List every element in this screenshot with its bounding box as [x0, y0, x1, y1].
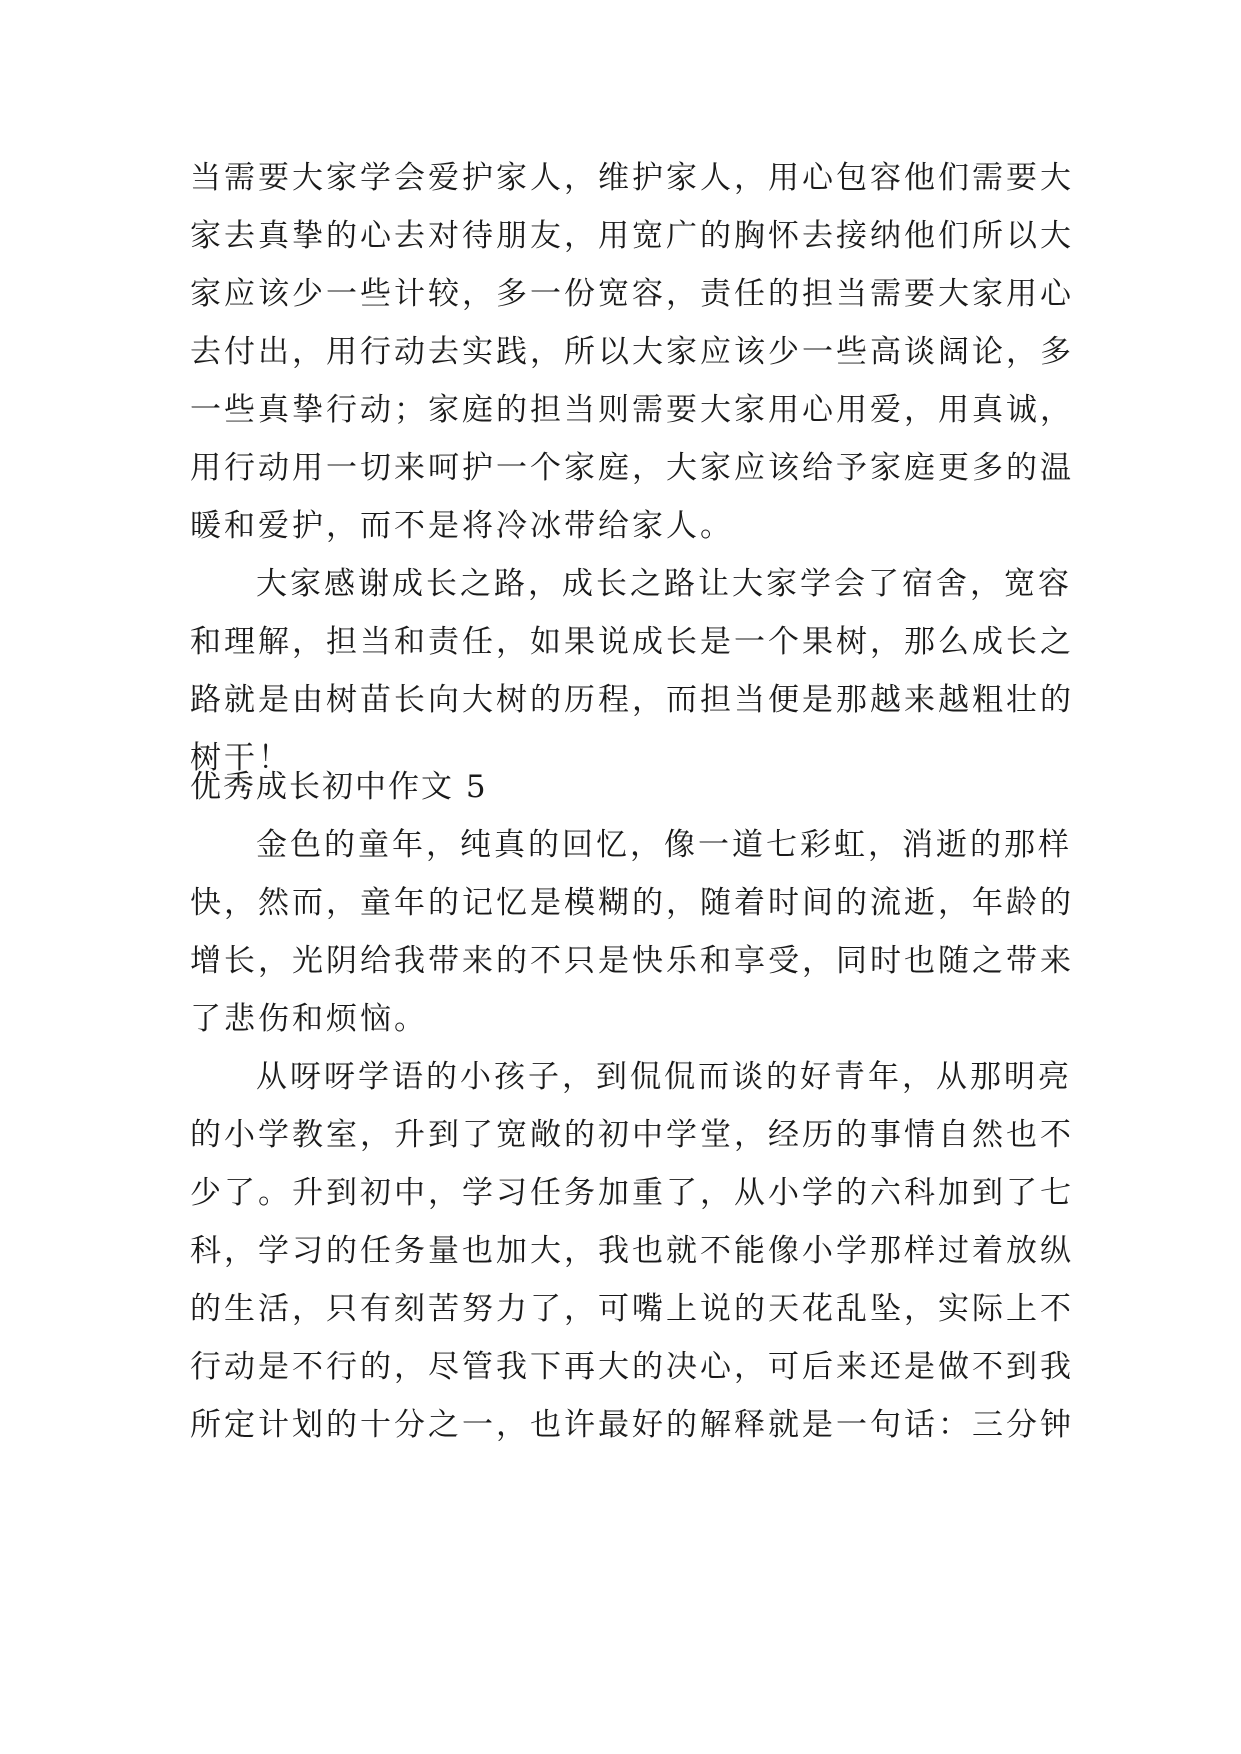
- text-line: 大家感谢成长之路，成长之路让大家学会了宿舍，宽容: [256, 566, 1072, 602]
- text-line: 行动是不行的，尽管我下再大的决心，可后来还是做不到我: [190, 1349, 1074, 1385]
- text-line: 了悲伤和烦恼。: [190, 1001, 428, 1037]
- paragraph-continued: [190, 149, 1074, 555]
- text-line: 家应该少一些计较，多一份宽容，责任的担当需要大家用心: [190, 276, 1074, 312]
- text-line: 和理解，担当和责任，如果说成长是一个果树，那么成长之: [190, 624, 1074, 660]
- text-line: 所定计划的十分之一，也许最好的解释就是一句话：三分钟: [190, 1407, 1074, 1443]
- text-line: 暖和爱护，而不是将冷冰带给家人。: [190, 508, 734, 544]
- text-line: 的小学教室，升到了宽敞的初中学堂，经历的事情自然也不: [190, 1117, 1074, 1153]
- text-line: 用行动用一切来呵护一个家庭，大家应该给予家庭更多的温: [190, 450, 1074, 486]
- text-line: 树干！: [190, 740, 292, 776]
- essay-heading: 优秀成长初中作文 5: [190, 769, 488, 805]
- paragraph-school: [190, 1048, 1074, 1454]
- text-line: 路就是由树苗长向大树的历程，而担当便是那越来越粗壮的: [190, 682, 1074, 718]
- text-line: 当需要大家学会爱护家人，维护家人，用心包容他们需要大: [190, 160, 1074, 196]
- text-line: 从呀呀学语的小孩子，到侃侃而谈的好青年，从那明亮: [256, 1059, 1072, 1095]
- text-line: 去付出，用行动去实践，所以大家应该少一些高谈阔论，多: [190, 334, 1074, 370]
- paragraph-childhood: [190, 816, 1074, 1048]
- text-line: 增长，光阴给我带来的不只是快乐和享受，同时也随之带来: [190, 943, 1074, 979]
- text-line: 少了。升到初中，学习任务加重了，从小学的六科加到了七: [190, 1175, 1074, 1211]
- text-line: 科，学习的任务量也加大，我也就不能像小学那样过着放纵: [190, 1233, 1074, 1269]
- text-line: 家去真挚的心去对待朋友，用宽广的胸怀去接纳他们所以大: [190, 218, 1074, 254]
- text-line: 快，然而，童年的记忆是模糊的，随着时间的流逝，年龄的: [190, 885, 1074, 921]
- text-line: 的生活，只有刻苦努力了，可嘴上说的天花乱坠，实际上不: [190, 1291, 1074, 1327]
- text-line: 金色的童年，纯真的回忆，像一道七彩虹，消逝的那样: [256, 827, 1072, 863]
- paragraph-conclusion: [190, 555, 1074, 787]
- text-line: 一些真挚行动；家庭的担当则需要大家用心用爱，用真诚，: [190, 392, 1074, 428]
